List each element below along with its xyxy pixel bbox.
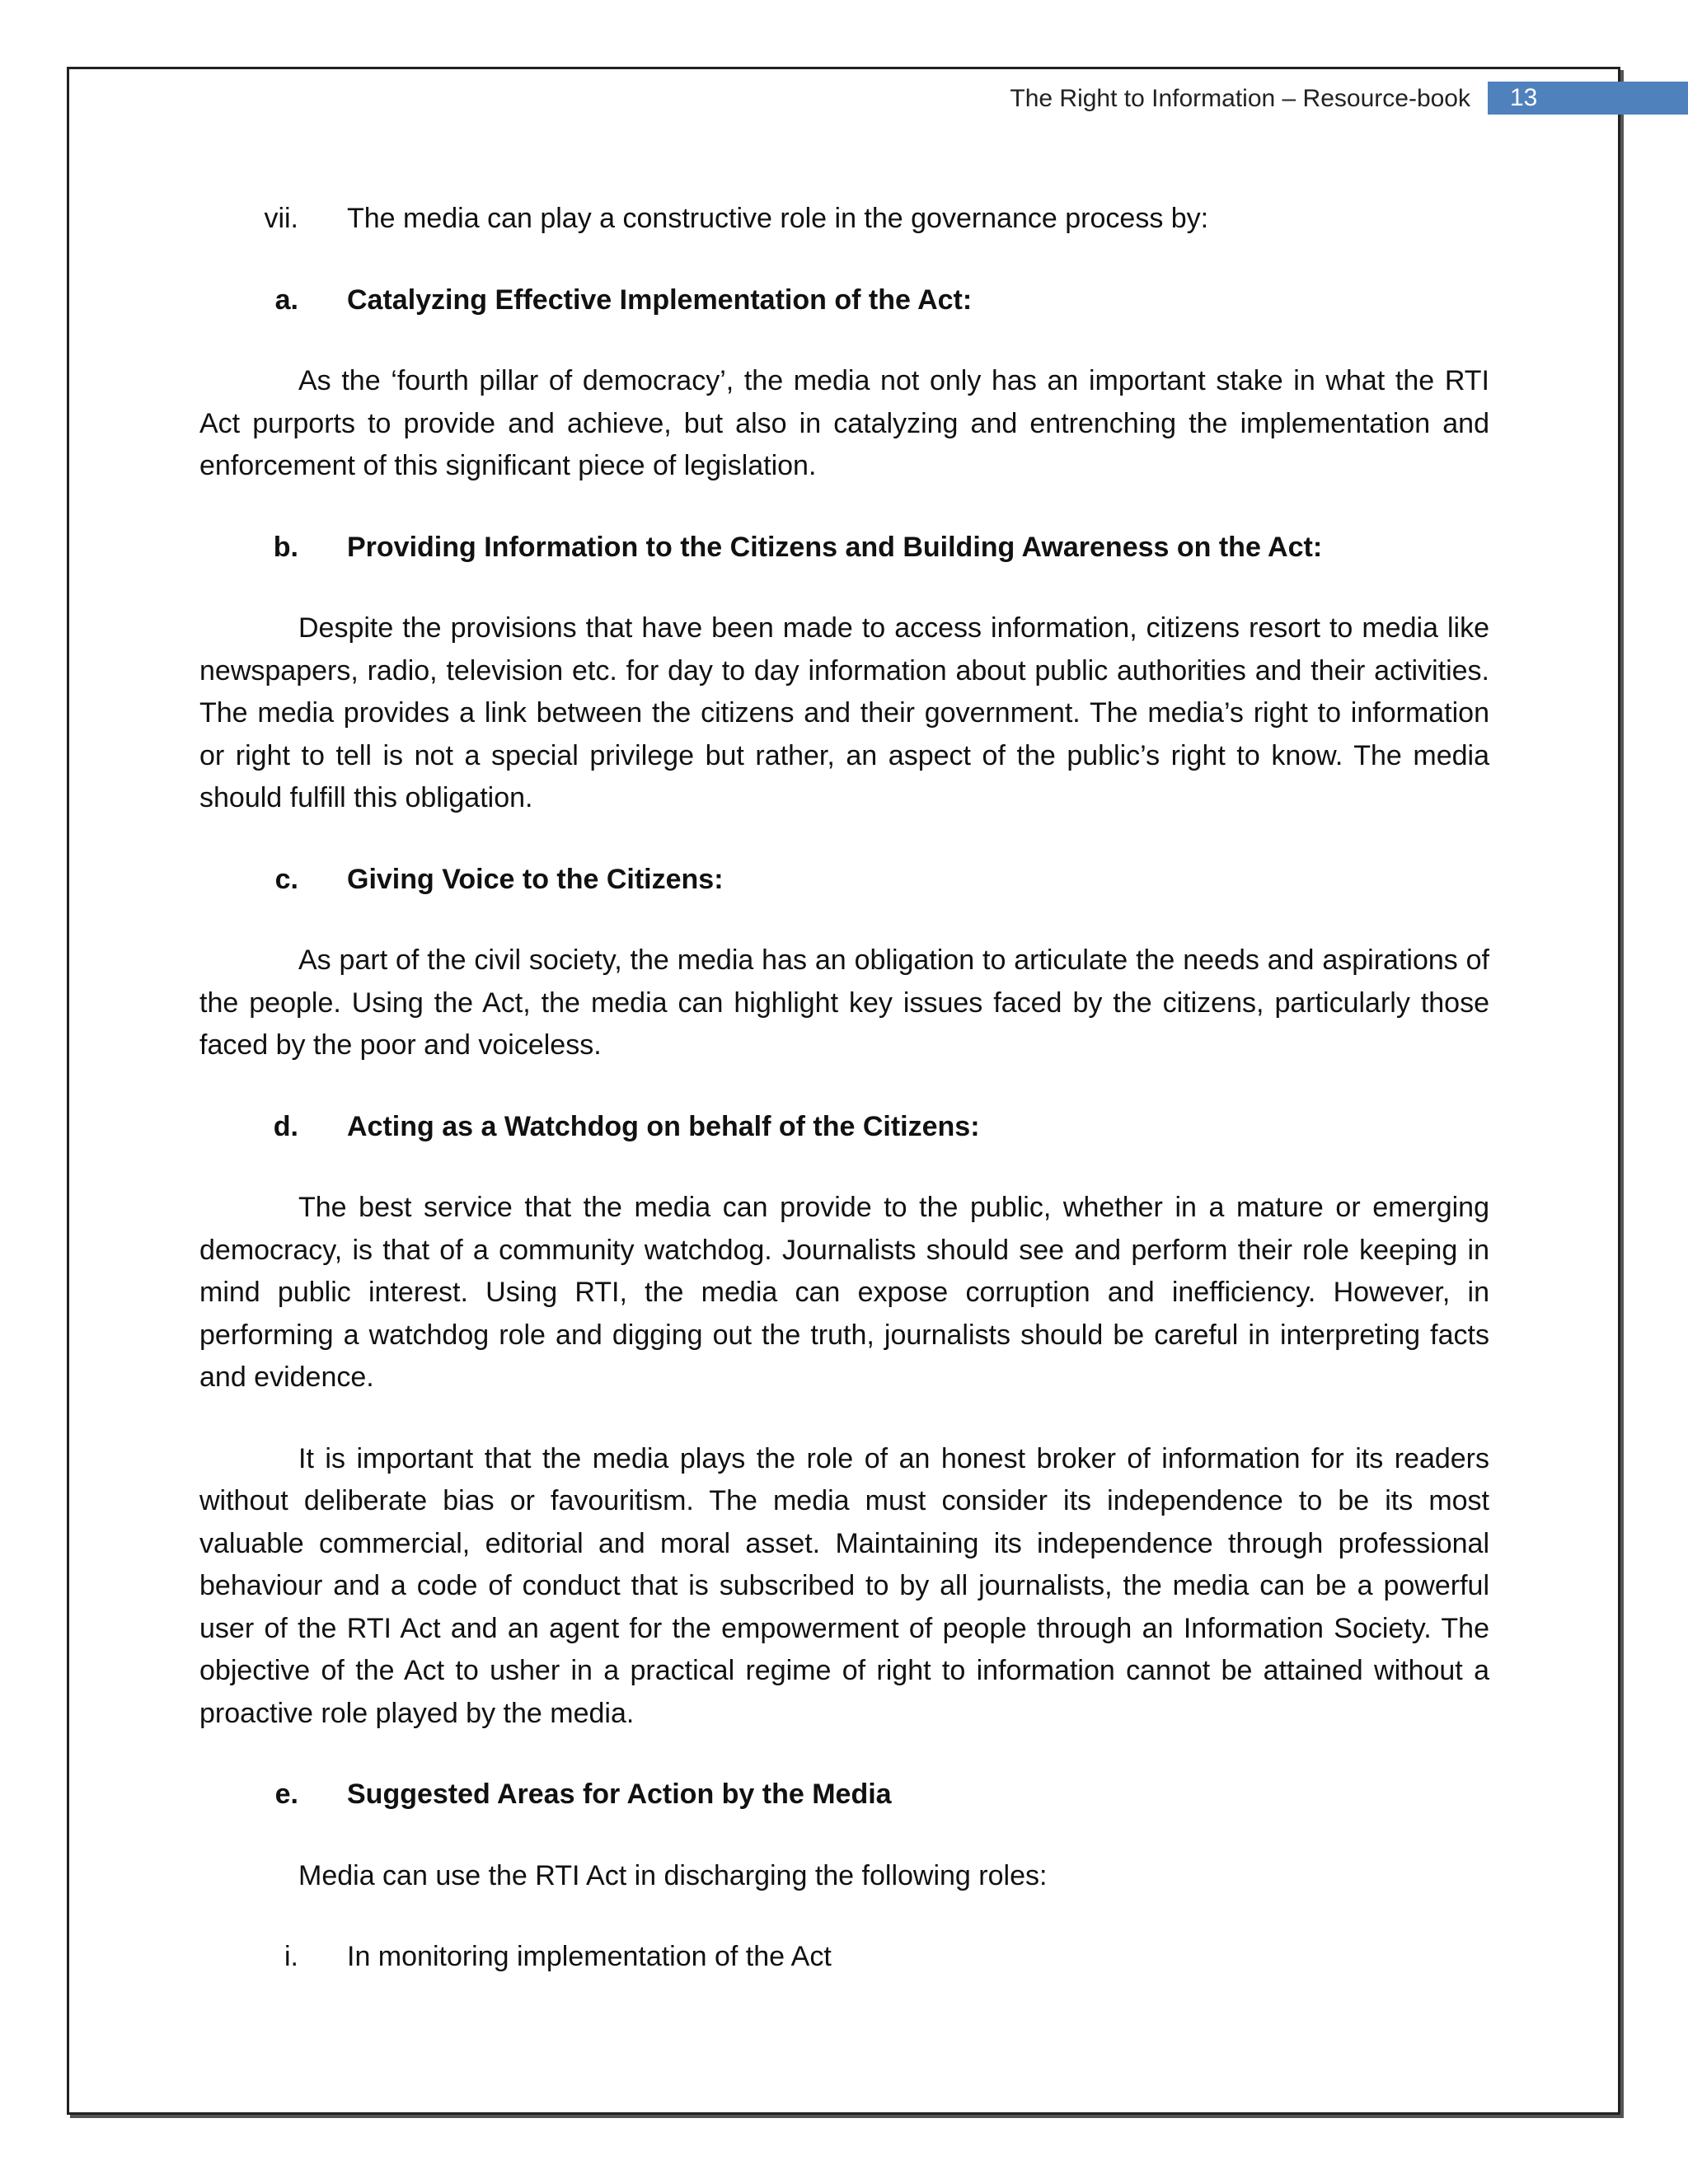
heading-text: Acting as a Watchdog on behalf of the Citizens: xyxy=(347,1110,980,1142)
paragraph-e: Media can use the RTI Act in discharging the following roles: xyxy=(298,1859,1048,1891)
heading-b xyxy=(199,527,1489,569)
heading-letter: c. xyxy=(274,863,298,895)
heading-c xyxy=(199,859,1489,902)
heading-text: Suggested Areas for Action by the Media xyxy=(347,1779,892,1810)
list-text: In monitoring implementation of the Act xyxy=(347,1941,832,1972)
list-text: The media can play a constructive role in the governance process by: xyxy=(347,203,1209,234)
paragraph-d1: The best service that the media can provide to the public, whether in a mature or emerging democracy, is that of a community watchdog. Journalists should see and perform their role keeping in mind public interest. Using RTI, the media can expose corruption and inefficiency. However, in performing a watchdog role and digging out the truth, journalists should be careful in interpreting facts and evidence. xyxy=(199,1192,1489,1393)
heading-text: Giving Voice to the Citizens: xyxy=(347,863,724,895)
heading-text: Catalyzing Effective Implementation of the Act: xyxy=(347,284,973,316)
heading-letter: e. xyxy=(274,1779,298,1810)
heading-e xyxy=(199,1774,1489,1816)
list-item-i xyxy=(199,1936,1489,1979)
heading-d xyxy=(199,1106,1489,1149)
page-content xyxy=(199,198,1489,1979)
heading-letter: d. xyxy=(273,1110,298,1142)
list-number: vii. xyxy=(264,203,298,234)
header-title: The Right to Information – Resource-book xyxy=(1010,85,1470,112)
paragraph-a: As the ‘fourth pillar of democracy’, the media not only has an important stake in what the RTI Act purports to provide and achieve, but also in catalyzing and entrenching the implementation and enforcement of this significant piece of legislation. xyxy=(199,365,1489,481)
page-number: 13 xyxy=(1510,84,1538,111)
heading-letter: a. xyxy=(274,284,298,316)
page-number-badge xyxy=(1488,82,1688,115)
list-item-vii xyxy=(199,198,1489,241)
heading-a xyxy=(199,279,1489,322)
paragraph-d2: It is important that the media plays the role of an honest broker of information for its readers without deliberate bias or favouritism. The media must consider its independence to be its most valuable commercial, editorial and moral asset. Maintaining its independence through professional behaviour and a code of conduct that is subscribed to by all journalists, the media can be a powerful user of the RTI Act and an agent for the empowerment of people through an Information Society. The objective of the Act to usher in a practical regime of right to information cannot be attained without a proactive role played by the media. xyxy=(199,1442,1489,1729)
heading-text: Providing Information to the Citizens and Building Awareness on the Act: xyxy=(347,531,1323,563)
list-number: i. xyxy=(284,1941,298,1972)
paragraph-c: As part of the civil society, the media has an obligation to articulate the needs and aspirations of the people. Using the Act, the media can highlight key issues faced by the citizens, particularly those faced by the poor and voiceless. xyxy=(199,944,1489,1061)
paragraph-b: Despite the provisions that have been made to access information, citizens resort to media like newspapers, radio, television etc. for day to day information about public authorities and their activities. The media provides a link between the citizens and their government. The media’s right to information or right to tell is not a special privilege but rather, an aspect of the public’s right to know. The media should fulfill this obligation. xyxy=(199,612,1489,813)
heading-letter: b. xyxy=(273,531,298,563)
